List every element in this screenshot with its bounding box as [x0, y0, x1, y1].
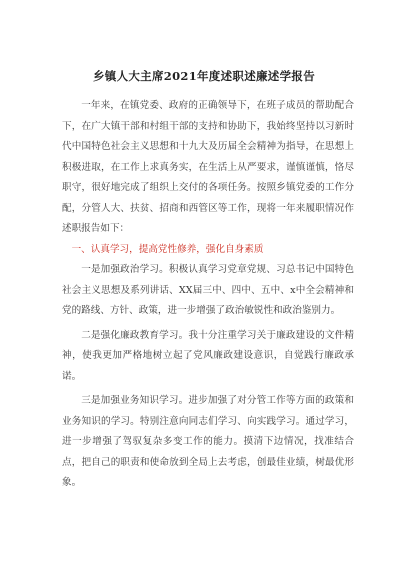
- document-body: [62, 96, 354, 494]
- paragraph-political-study: 一是加强政治学习。积极认真学习党章党规、习总书记中国特色社会主义思想及系列讲话、XX届三中、四中、五中、x中全会精神和党的路线、方针、政策，进一步增强了政治敏锐性和政治鉴别力。: [62, 264, 354, 316]
- intro-paragraph: 一年来，在镇党委、政府的正确领导下，在班子成员的帮助配合下，在广大镇干部和村组干部的支持和协助下，我始终坚持以习新时代中国特色社会主义思想和十九大及历届全会精神为指导，在思想上积极进取，在工作上求真务实，在生活上从严要求，谨慎谨慎，恪尽职守，很好地完成了组织上交付的各项任务。按照乡镇党委的工作分配，分管人大、扶贫、招商和西管区等工作，现将一年来履职情况作述职报告如下：: [62, 100, 354, 234]
- section-heading-part-b: 提高党性修养，: [138, 243, 206, 255]
- section-heading-part-a: 认真学习，: [90, 243, 139, 255]
- paragraph-business-study: 三是加强业务知识学习。进步加强了对分管工作等方面的政策和业务知识的学习。特别注意向同志们学习、向实践学习。通过学习，进一步增强了驾驭复杂多变工作的能力。摸清下边情况，找准结合点，把自己的职责和使命放到全局上去考虑，创最佳业绩，树最优形象。: [62, 395, 354, 488]
- section-heading-part-c: 强化自身素质: [205, 243, 264, 255]
- paragraph-integrity-study: 二是强化廉政教育学习。我十分注重学习关于廉政建设的文件精神，使我更加严格地树立起了党风廉政建设意识，自觉践行廉政承诺。: [62, 329, 354, 382]
- section-heading-1: [62, 240, 354, 261]
- section-number: 一、: [71, 243, 91, 255]
- document-title: 乡镇人大主席2021年度述职述廉述学报告: [92, 69, 315, 83]
